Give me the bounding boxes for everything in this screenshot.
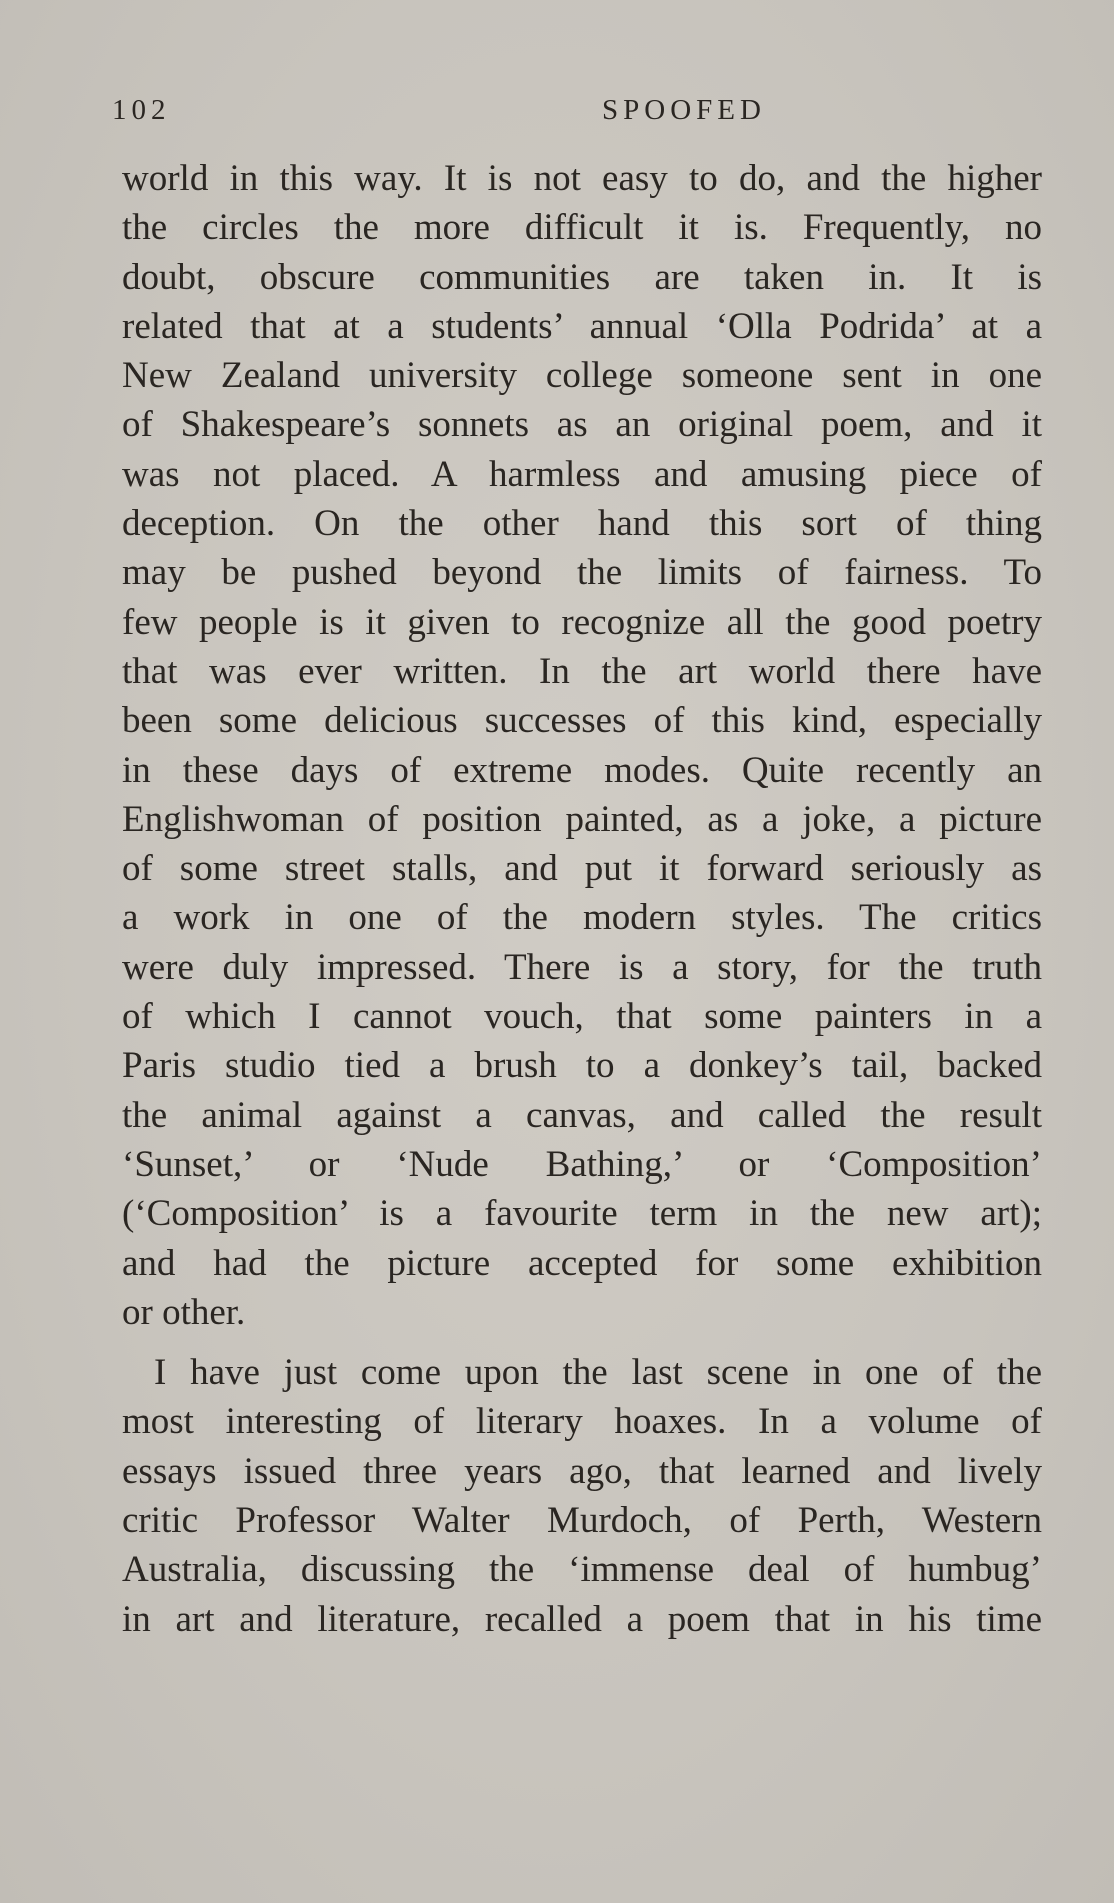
paragraph-1 bbox=[122, 154, 1042, 1337]
paragraph-2 bbox=[122, 1348, 1042, 1644]
text-line: essays issued three years ago, that learned and lively bbox=[122, 1450, 1042, 1492]
text-line: the circles the more difficult it is. Frequently, no bbox=[122, 207, 1042, 249]
text-line: Englishwoman of position painted, as a joke, a picture bbox=[122, 798, 1042, 840]
text-line: been some delicious successes of this kind, especially bbox=[122, 700, 1042, 742]
page-number: 102 bbox=[112, 94, 171, 126]
text-line: Paris studio tied a brush to a donkey’s tail, backed bbox=[122, 1045, 1042, 1087]
text-line: few people is it given to recognize all the good poetry bbox=[122, 601, 1042, 643]
text-line: of which I cannot vouch, that some painters in a bbox=[122, 996, 1042, 1038]
text-line: in art and literature, recalled a poem that in his time bbox=[122, 1598, 1042, 1640]
text-line: New Zealand university college someone sent in one bbox=[122, 355, 1042, 397]
text-line: and had the picture accepted for some exhibition bbox=[122, 1242, 1042, 1284]
text-line: may be pushed beyond the limits of fairness. To bbox=[122, 552, 1042, 594]
text-line: were duly impressed. There is a story, for the truth bbox=[122, 946, 1042, 988]
text-line: of Shakespeare’s sonnets as an original poem, and it bbox=[122, 404, 1042, 446]
text-line: was not placed. A harmless and amusing piece of bbox=[122, 453, 1042, 495]
text-line: critic Professor Walter Murdoch, of Perth, Western bbox=[122, 1500, 1042, 1542]
text-line: doubt, obscure communities are taken in. It is bbox=[122, 256, 1042, 298]
text-line: world in this way. It is not easy to do, and the higher bbox=[122, 158, 1042, 199]
body-text bbox=[122, 154, 1042, 1644]
text-line: the animal against a canvas, and called the result bbox=[122, 1094, 1042, 1136]
running-title: SPOOFED bbox=[602, 94, 766, 126]
text-line: (‘Composition’ is a favourite term in the new art); bbox=[122, 1193, 1042, 1235]
text-line: or other. bbox=[122, 1291, 246, 1333]
text-line: ‘Sunset,’ or ‘Nude Bathing,’ or ‘Composition’ bbox=[122, 1143, 1042, 1185]
text-line: Australia, discussing the ‘immense deal of humbug’ bbox=[122, 1549, 1042, 1591]
text-line: in these days of extreme modes. Quite recently an bbox=[122, 749, 1042, 791]
running-header bbox=[108, 94, 1042, 134]
text-line: I have just come upon the last scene in one of the bbox=[154, 1352, 1042, 1394]
text-line: deception. On the other hand this sort of thing bbox=[122, 503, 1042, 545]
text-line: of some street stalls, and put it forward seriously as bbox=[122, 848, 1042, 890]
text-line: related that at a students’ annual ‘Olla Podrida’ at a bbox=[122, 305, 1042, 347]
text-line: most interesting of literary hoaxes. In a volume of bbox=[122, 1401, 1042, 1443]
text-line: a work in one of the modern styles. The critics bbox=[122, 897, 1042, 939]
text-line: that was ever written. In the art world there have bbox=[122, 650, 1042, 692]
